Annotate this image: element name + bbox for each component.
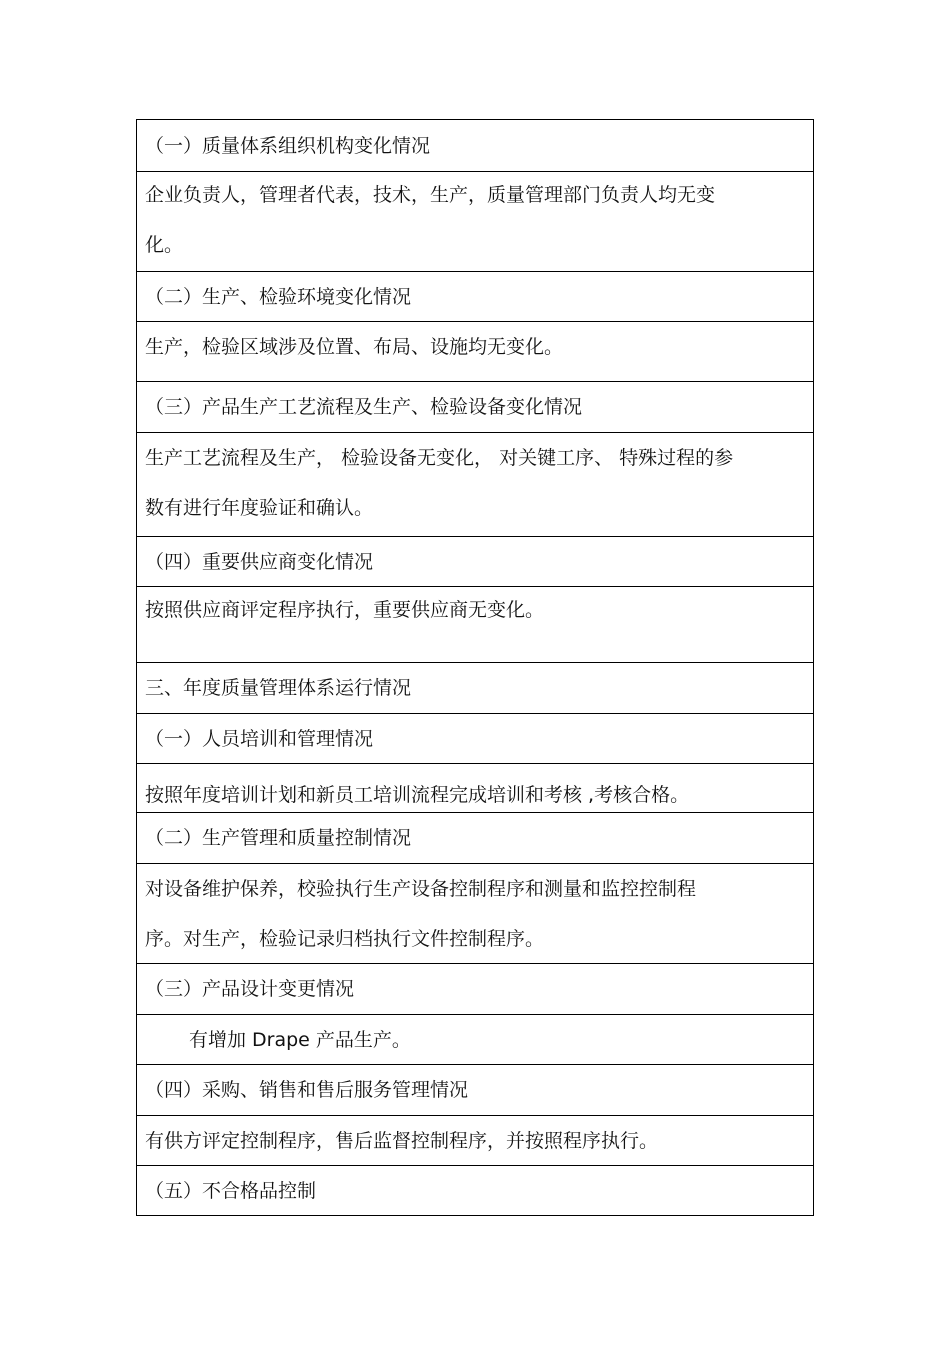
table-row <box>137 271 813 321</box>
table-row <box>137 713 813 763</box>
row-text: （四）重要供应商变化情况 <box>145 550 374 573</box>
row-text: （五）不合格品控制 <box>145 1179 317 1202</box>
row-text: （二）生产管理和质量控制情况 <box>145 827 412 849</box>
table-row <box>137 586 813 662</box>
report-table <box>136 119 814 1216</box>
table-row <box>137 381 813 432</box>
table-row <box>137 120 813 171</box>
row-text: 对设备维护保养，校验执行生产设备控制程序和测量和监控控制程 <box>145 878 697 900</box>
table-row <box>137 1165 813 1215</box>
row-text: （一）质量体系组织机构变化情况 <box>145 134 431 157</box>
row-text: 数有进行年度验证和确认。 <box>145 497 374 519</box>
row-text: （三）产品生产工艺流程及生产、检验设备变化情况 <box>145 396 583 418</box>
table-row <box>137 1014 813 1064</box>
table-row <box>137 812 813 863</box>
row-text: （一）人员培训和管理情况 <box>145 727 374 750</box>
table-row <box>137 432 813 536</box>
row-text: 有供方评定控制程序，售后监督控制程序，并按照程序执行。 <box>145 1129 659 1152</box>
row-text: 生产，检验区域涉及位置、布局、设施均无变化。 <box>145 336 564 358</box>
row-text: （四）采购、销售和售后服务管理情况 <box>145 1079 469 1101</box>
table-row <box>137 171 813 271</box>
table-row <box>137 1115 813 1165</box>
row-text: 按照年度培训计划和新员工培训流程完成培训和考核 ,考核合格。 <box>145 784 690 806</box>
row-text: 序。对生产，检验记录归档执行文件控制程序。 <box>145 928 545 950</box>
row-text: 生产工艺流程及生产， 检验设备无变化， 对关键工序、 特殊过程的参 <box>145 447 734 469</box>
row-text: 化。 <box>145 234 184 256</box>
table-row <box>137 536 813 586</box>
table-row <box>137 963 813 1014</box>
table-row <box>137 1064 813 1115</box>
row-text: 按照供应商评定程序执行，重要供应商无变化。 <box>145 599 545 621</box>
table-row <box>137 321 813 381</box>
table-row <box>137 763 813 812</box>
row-text: 三、年度质量管理体系运行情况 <box>145 677 412 699</box>
row-text: 企业负责人，管理者代表，技术，生产，质量管理部门负责人均无变 <box>145 184 716 206</box>
table-row <box>137 863 813 963</box>
table-row <box>137 662 813 713</box>
row-text: 有增加 Drape 产品生产。 <box>189 1028 411 1051</box>
row-text: （二）生产、检验环境变化情况 <box>145 285 412 308</box>
row-text: （三）产品设计变更情况 <box>145 978 355 1000</box>
